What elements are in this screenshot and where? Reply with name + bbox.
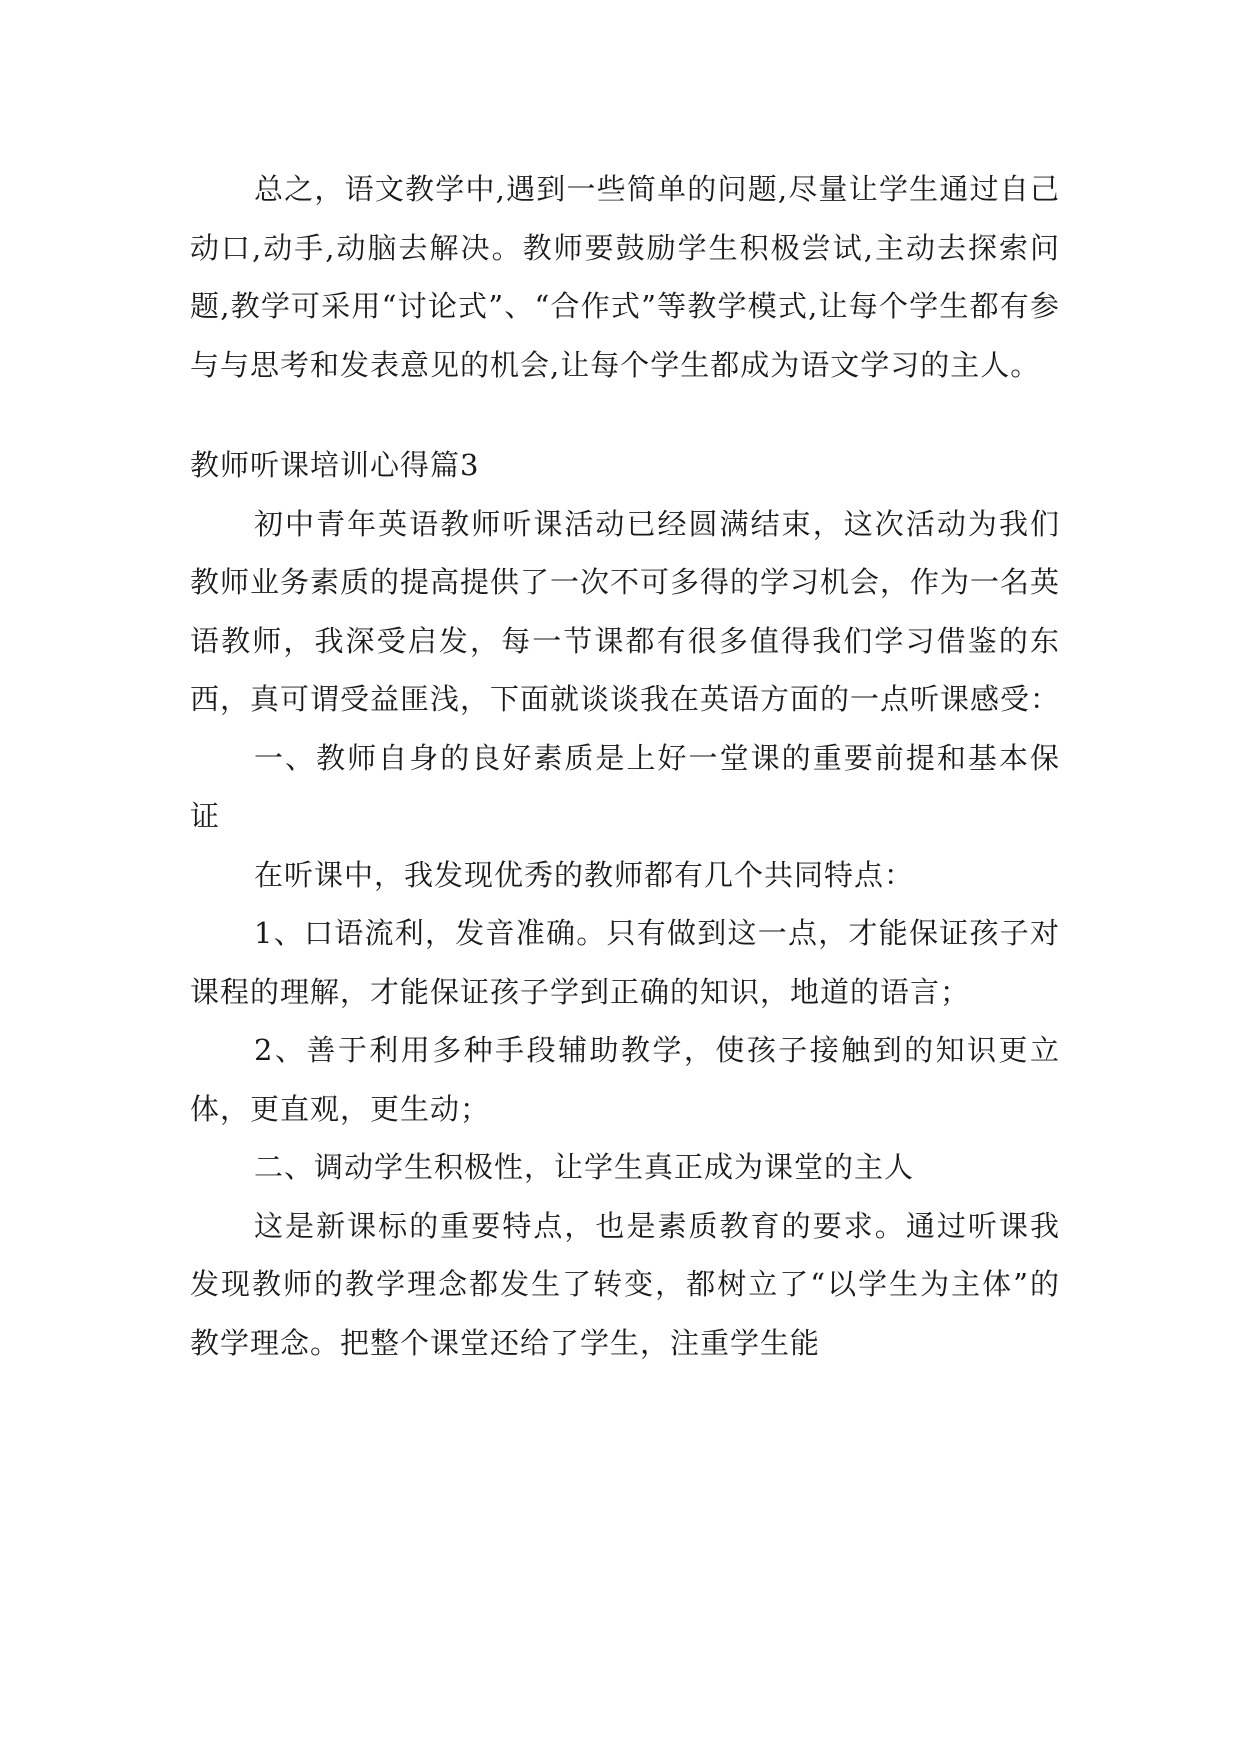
paragraph-point-one-heading: 一、教师自身的良好素质是上好一堂课的重要前提和基本保证: [190, 740, 1060, 833]
paragraph-item-2: 2、善于利用多种手段辅助教学，使孩子接触到的知识更立体，更直观，更生动；: [190, 1033, 1060, 1126]
section-title: 教师听课培训心得篇3: [190, 448, 480, 482]
intro-paragraph: 总之，语文教学中,遇到一些简单的问题,尽量让学生通过自己动口,动手,动脑去解决。教师要鼓励学生积极尝试,主动去探索问题,教学可采用“讨论式”、“合作式”等教学模式,让每个学生都有参与与思考和发表意见的机会,让每个学生都成为语文学习的主人。: [190, 172, 1060, 382]
paragraph-observation: 在听课中，我发现优秀的教师都有几个共同特点：: [254, 857, 915, 892]
paragraph-point-two-heading: 二、调动学生积极性，让学生真正成为课堂的主人: [254, 1150, 915, 1184]
paragraph-closing: 这是新课标的重要特点，也是素质教育的要求。通过听课我发现教师的教学理念都发生了转变，都树立了“以学生为主体”的教学理念。把整个课堂还给了学生，注重学生能: [190, 1208, 1060, 1360]
paragraph-item-1: 1、口语流利，发音准确。只有做到这一点，才能保证孩子对课程的理解，才能保证孩子学到正确的知识，地道的语言；: [190, 916, 1060, 1009]
document-body: [190, 160, 1060, 1372]
paragraph-opening: 初中青年英语教师听课活动已经圆满结束，这次活动为我们教师业务素质的提高提供了一次不可多得的学习机会，作为一名英语教师，我深受启发，每一节课都有很多值得我们学习借鉴的东西，真可谓受益匪浅，下面就谈谈我在英语方面的一点听课感受：: [190, 506, 1061, 716]
